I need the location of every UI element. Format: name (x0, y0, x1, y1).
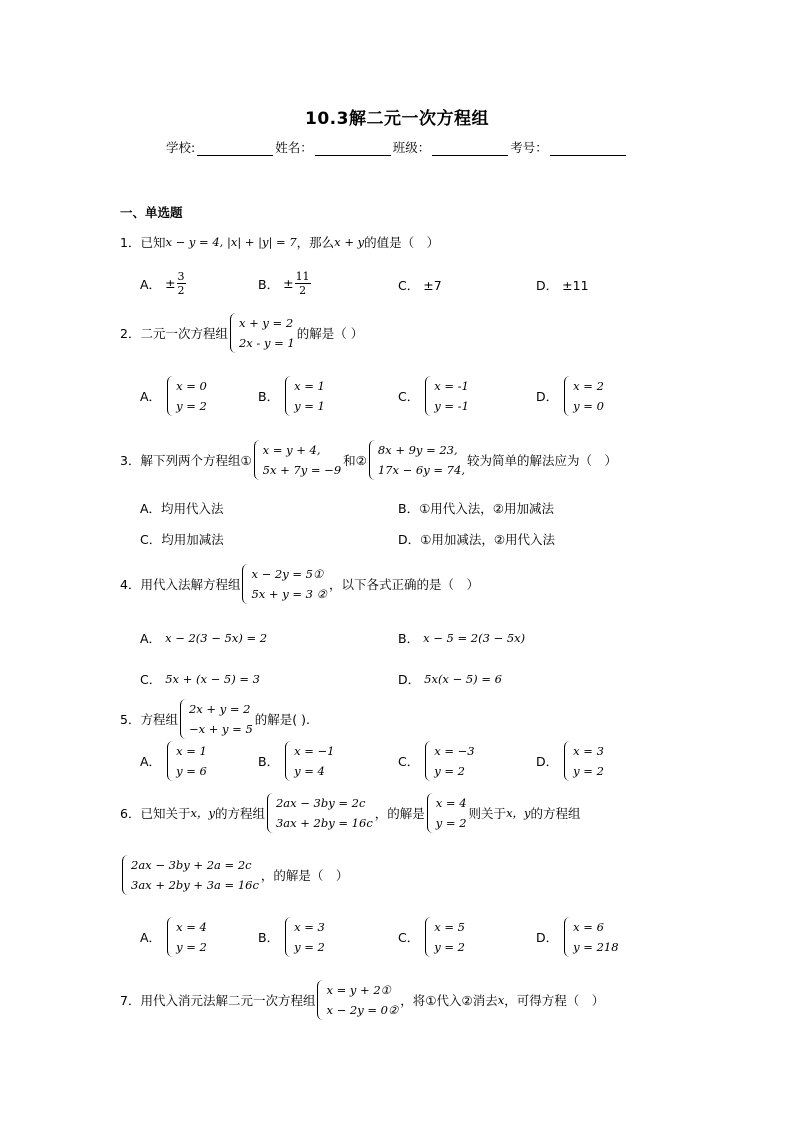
q2-option-a[interactable] (140, 376, 209, 416)
q6-option-c[interactable] (398, 917, 467, 957)
q6-option-b[interactable] (258, 917, 327, 957)
question-5 (120, 699, 310, 739)
equation-system (167, 917, 207, 957)
equation: 5x + 7y = −9 (262, 463, 342, 477)
q2-stem: 2．二元一次方程组 (120, 326, 228, 341)
equation-system (230, 313, 295, 353)
equation: x = 0 (176, 379, 207, 393)
q6-option-a[interactable] (140, 917, 209, 957)
q1-expression-2: x + y (334, 235, 365, 249)
equation-system (425, 376, 469, 416)
fraction (295, 270, 311, 297)
brace (369, 440, 376, 480)
school-label: 学校: (166, 140, 196, 155)
q5-option-d[interactable] (536, 741, 606, 781)
brace (285, 741, 292, 781)
equation-system-2 (369, 440, 465, 480)
equation: x = 4 (435, 796, 467, 810)
equation-system (167, 376, 207, 416)
q3-stem: 3．解下列两个方程组① (120, 453, 252, 468)
option-sign: ± (165, 276, 176, 291)
equation: y = 2 (435, 816, 467, 830)
brace (564, 917, 571, 957)
equation: x = 1 (176, 744, 207, 758)
option-label: B． (258, 276, 280, 292)
option-label: C． (398, 754, 420, 769)
section-title: 一、单选题 (120, 205, 183, 220)
brace (122, 855, 129, 895)
q4-stem-end: ，以下各式正确的是（ ） (328, 577, 479, 592)
denominator: 2 (177, 284, 185, 297)
brace (285, 376, 292, 416)
brace (425, 917, 432, 957)
q4-option-c[interactable] (140, 670, 260, 688)
q6-variables-2: x，y (506, 806, 531, 820)
equation: −x + y = 5 (188, 722, 253, 736)
name-blank[interactable] (315, 141, 391, 156)
equation: y = -1 (434, 399, 469, 413)
equation: x = -1 (434, 379, 469, 393)
q6-stem-end: 的方程组 (530, 806, 581, 821)
equation: 3ax + 2by = 16c (275, 816, 373, 830)
class-label: 班级： (392, 140, 431, 155)
q1-expression: x − y = 4, |x| + |y| = 7 (165, 235, 297, 249)
equation: x = y + 2① (326, 983, 391, 997)
equation: x − 2y = 5① (251, 567, 324, 581)
q1-option-a[interactable] (140, 270, 186, 297)
brace (317, 980, 324, 1020)
question-1 (120, 233, 439, 251)
q5-option-b[interactable] (258, 741, 336, 781)
q7-stem-end: ，可得方程（ ） (504, 993, 605, 1008)
option-label: B． (258, 389, 280, 404)
option-sign: ± (283, 276, 294, 291)
equation: 2x - y = 1 (238, 336, 295, 350)
q2-option-d[interactable] (536, 376, 606, 416)
q7-stem-mid: ，将①代入②消去 (400, 993, 498, 1008)
q1-option-d[interactable] (536, 276, 589, 294)
q5-option-a[interactable] (140, 741, 209, 781)
equation: x − 2y = 0② (326, 1003, 399, 1017)
equation: y = 2 (176, 399, 207, 413)
page-title: 10.3解二元一次方程组 (305, 109, 489, 129)
option-label: C． (140, 672, 162, 687)
equation: x = 3 (294, 920, 325, 934)
q4-stem: 4．用代入法解方程组 (120, 577, 241, 592)
brace (167, 376, 174, 416)
q3-option-a[interactable]: A．均用代入法 (140, 501, 224, 516)
option-label: D． (536, 754, 559, 769)
equation-system (425, 917, 465, 957)
equation: x = 2 (573, 379, 604, 393)
equation: x + y = 2 (238, 316, 294, 330)
brace (242, 564, 249, 604)
equation-system (285, 917, 325, 957)
equation: y = 2 (573, 764, 604, 778)
option-label: D． (536, 930, 559, 945)
equation: x = 4 (176, 920, 207, 934)
student-info-row (166, 138, 636, 156)
equation: x = 1 (294, 379, 325, 393)
equation-system (267, 793, 373, 833)
equation: 5x + y = 3 ② (251, 587, 327, 601)
q1-stem: 1．已知 (120, 235, 166, 250)
equation-system (285, 376, 325, 416)
q3-stem-mid: 和② (343, 453, 367, 468)
option-label: B． (258, 754, 280, 769)
equation-system (564, 376, 604, 416)
equation: y = 0 (573, 399, 604, 413)
solution-system (427, 793, 467, 833)
equation: x = −3 (434, 744, 475, 758)
q3-option-b[interactable]: B．①用代入法，②用加减法 (398, 501, 554, 516)
equation: y = 2 (294, 940, 325, 954)
equation-system (122, 855, 259, 895)
brace (167, 741, 174, 781)
question-4 (120, 564, 479, 604)
q2-option-b[interactable] (258, 376, 327, 416)
equation: 2x + y = 2 (188, 702, 251, 716)
option-expression: x − 5 = 2(3 − 5x) (423, 631, 526, 645)
equation-system (285, 741, 334, 781)
equation-system (167, 741, 207, 781)
equation-system-1 (254, 440, 341, 480)
q3-option-c[interactable]: C．均用加减法 (140, 532, 224, 547)
question-6 (120, 793, 581, 833)
q6-stem-mid-3: 则关于 (468, 806, 507, 821)
equation: y = 218 (573, 940, 619, 954)
option-label: A． (140, 631, 162, 646)
option-text: ±11 (562, 277, 589, 293)
q4-option-a[interactable] (140, 629, 267, 647)
equation: x = y + 4, (262, 443, 321, 457)
option-label: B． (258, 930, 280, 945)
equation-system (564, 917, 618, 957)
question-6-continued (120, 855, 348, 895)
class-blank[interactable] (432, 141, 508, 156)
option-label: A． (140, 754, 162, 769)
equation: 2ax − 3by = 2c (275, 796, 366, 810)
q5-option-c[interactable] (398, 741, 477, 781)
numerator: 3 (177, 270, 185, 283)
fraction (177, 270, 186, 297)
option-label: B． (398, 631, 420, 646)
option-label: C． (398, 278, 420, 293)
q7-variable: x (497, 993, 505, 1007)
numerator: 11 (295, 270, 310, 283)
option-label: A． (140, 276, 162, 292)
option-expression: x − 2(3 − 5x) = 2 (165, 631, 268, 645)
q6-variables: x，y (190, 806, 215, 820)
equation: y = 2 (434, 764, 465, 778)
q2-option-c[interactable] (398, 376, 471, 416)
option-expression: 5x(x − 5) = 6 (424, 672, 502, 686)
q4-option-b[interactable] (398, 629, 525, 647)
brace (425, 741, 432, 781)
brace (254, 440, 261, 480)
q4-option-d[interactable] (398, 670, 502, 688)
equation: 3ax + 2by + 3a = 16c (131, 878, 259, 892)
q1-stem-mid: ，那么 (296, 235, 335, 250)
equation-system (242, 564, 326, 604)
q5-stem: 5．方程组 (120, 712, 178, 727)
q2-stem-end: 的解是（ ） (296, 326, 364, 341)
equation: 17x − 6y = 74, (377, 463, 465, 477)
q6-stem: 6．已知关于 (120, 806, 191, 821)
option-label: C． (398, 930, 420, 945)
equation-system (425, 741, 474, 781)
brace (564, 376, 571, 416)
question-3 (120, 440, 617, 480)
option-label: C． (398, 389, 420, 404)
equation: y = 6 (176, 764, 207, 778)
id-blank[interactable] (550, 141, 626, 156)
q1-option-b[interactable] (258, 270, 311, 297)
option-label: A． (140, 389, 162, 404)
option-label: D． (536, 389, 559, 404)
option-label: D． (398, 672, 421, 687)
question-7 (120, 980, 604, 1020)
equation: 2ax − 3by + 2a = 2c (131, 858, 252, 872)
id-label: 考号： (510, 140, 548, 155)
equation: x = 6 (573, 920, 604, 934)
equation: x = 3 (573, 744, 604, 758)
equation: x = 5 (434, 920, 465, 934)
q3-stem-end: 较为简单的解法应为（ ） (466, 453, 617, 468)
option-label: D． (536, 278, 559, 293)
brace (285, 917, 292, 957)
equation: 8x + 9y = 23, (377, 443, 458, 457)
q6-stem-mid-2: ，的解是 (374, 806, 425, 821)
question-2 (120, 313, 363, 353)
option-label: A． (140, 930, 162, 945)
equation: y = 4 (294, 764, 325, 778)
equation: y = 1 (294, 399, 325, 413)
brace (180, 699, 187, 739)
equation: y = 2 (434, 940, 465, 954)
name-label: 姓名： (275, 140, 313, 155)
equation-system (564, 741, 604, 781)
q7-stem: 7．用代入消元法解二元一次方程组 (120, 993, 316, 1008)
option-text: ±7 (423, 277, 442, 293)
school-blank[interactable] (197, 141, 273, 156)
q6-stem-mid: 的方程组 (214, 806, 265, 821)
equation: x = −1 (294, 744, 335, 758)
denominator: 2 (299, 284, 307, 297)
q6-stem-end-2: ，的解是（ ） (260, 868, 349, 883)
brace (167, 917, 174, 957)
equation-system (180, 699, 253, 739)
q1-stem-end: 的值是（ ） (364, 235, 440, 250)
q6-option-d[interactable] (536, 917, 621, 957)
q3-option-d[interactable]: D．①用加减法，②用代入法 (398, 532, 556, 547)
brace (425, 376, 432, 416)
q1-option-c[interactable] (398, 276, 442, 294)
equation: y = 2 (176, 940, 207, 954)
equation-system (317, 980, 398, 1020)
brace (230, 313, 237, 353)
option-expression: 5x + (x − 5) = 3 (165, 672, 260, 686)
brace (427, 793, 434, 833)
brace (564, 741, 571, 781)
brace (267, 793, 274, 833)
q5-stem-end: 的解是( ). (254, 712, 310, 727)
